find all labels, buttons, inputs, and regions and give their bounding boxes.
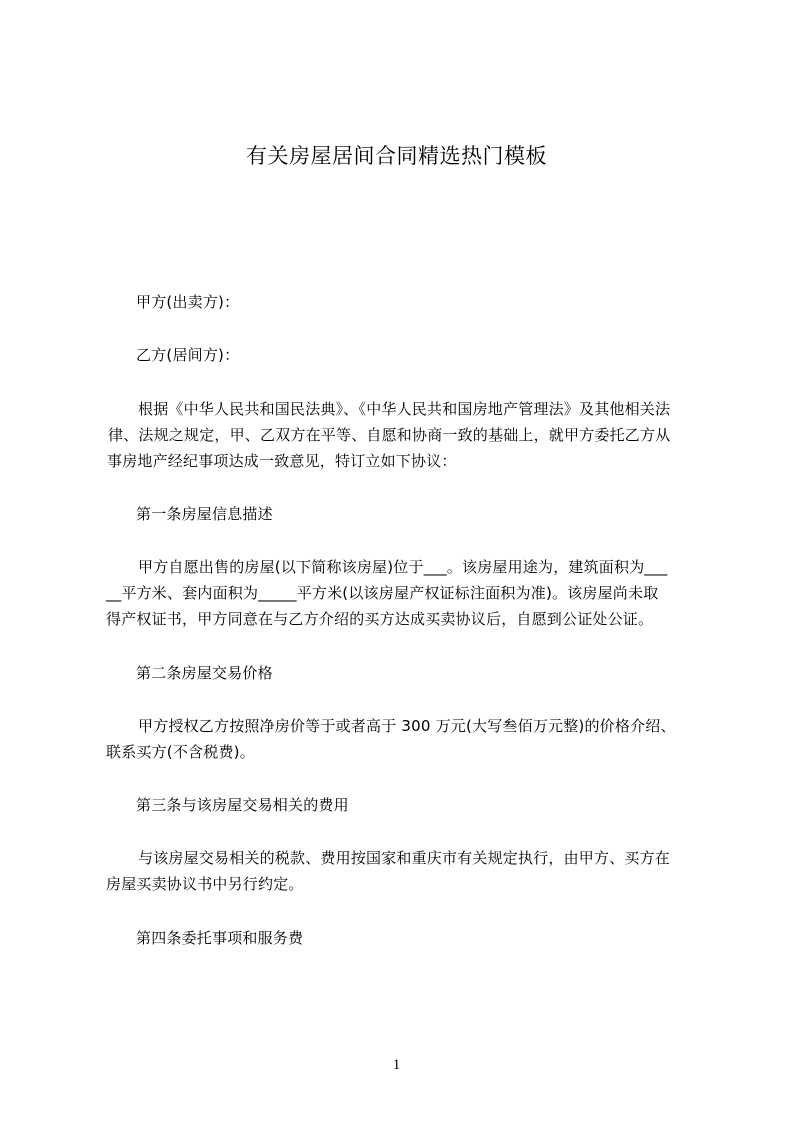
article-3-heading: 第三条与该房屋交易相关的费用 [136,796,349,814]
preamble-line-2: 律、法规之规定，甲、乙双方在平等、自愿和协商一致的基础上，就甲方委托乙方从 [108,426,671,444]
article-2-heading: 第二条房屋交易价格 [136,664,273,682]
article-1-line-1: 甲方自愿出售的房屋(以下简称该房屋)位于___。该房屋用途为，建筑面积为___ [138,558,668,576]
party-b-line: 乙方(居间方)： [136,346,240,364]
article-1-line-3: 得产权证书，甲方同意在与乙方介绍的买方达成买卖协议后，自愿到公证处公证。 [106,610,654,628]
document-title: 有关房屋居间合同精选热门模板 [246,144,547,168]
party-a-line: 甲方(出卖方)： [136,293,240,311]
article-3-line-1: 与该房屋交易相关的税款、费用按国家和重庆市有关规定执行，由甲方、买方在 [138,849,671,867]
preamble-line-1: 根据《中华人民共和国民法典》、《中华人民共和国房地产管理法》及其他相关法 [138,400,671,418]
article-1-heading: 第一条房屋信息描述 [136,505,273,523]
article-2-line-1: 甲方授权乙方按照净房价等于或者高于 300 万元(大写叁佰万元整)的价格介绍、 [138,717,676,735]
article-2-line-2: 联系买方(不含税费)。 [106,743,255,761]
article-3-line-2: 房屋买卖协议书中另行约定。 [106,875,304,893]
preamble-line-3: 事房地产经纪事项达成一致意见，特订立如下协议： [107,452,457,470]
page-number: 1 [392,1057,401,1073]
article-1-line-2: __平方米、套内面积为_____平方米(以该房屋产权证标注面积为准)。该房屋尚未取 [106,584,659,602]
article-4-heading: 第四条委托事项和服务费 [136,929,304,947]
